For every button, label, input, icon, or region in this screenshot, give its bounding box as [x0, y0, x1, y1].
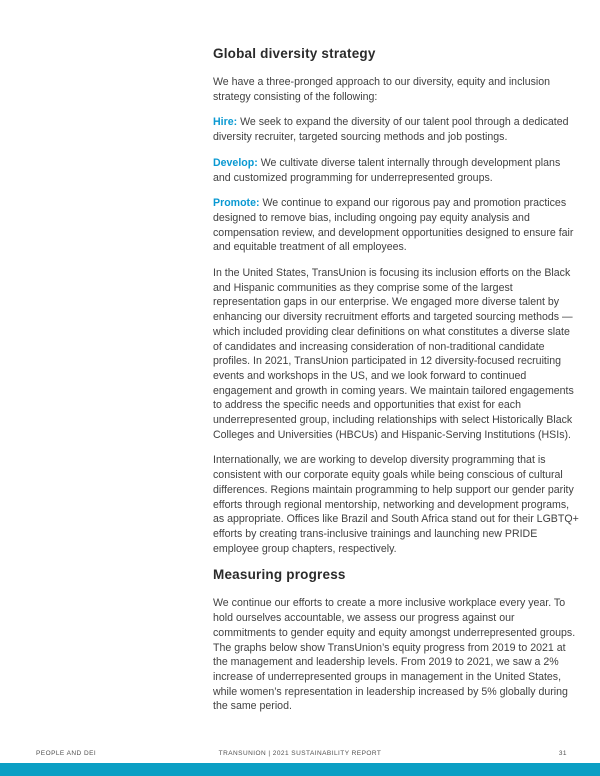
- keyword-develop: Develop:: [213, 156, 258, 169]
- paragraph-hire: [213, 115, 579, 144]
- paragraph-text: In the United States, TransUnion is focusing its inclusion efforts on the Black and Hispanic communities as they comprise some of the largest representation gaps in our enterprise. We engaged more diverse talent by enhancing our diversity recruitment efforts and targeted sourcing methods — which included providing clear definitions on what constitutes a diverse slate of candidates and increasing consideration of non-traditional candidate profiles. In 2021, TransUnion participated in 12 diversity-focused recruiting events and workshops in the US, and we look forward to continued engagement and growth in coming years. We maintain tailored engagements to address the specific needs and opportunities that exist for each underrepresented group, including relationships with select Historically Black Colleges and Universities (HBCUs) and Hispanic-Serving Institutions (HSIs).: [213, 267, 574, 441]
- paragraph-measuring-progress: [213, 596, 579, 714]
- paragraph-text: We have a three-pronged approach to our diversity, equity and inclusion strategy consisting of the following:: [213, 76, 551, 103]
- paragraph-us-inclusion: [213, 266, 579, 442]
- footer-report-label: TRANSUNION | 2021 SUSTAINABILITY REPORT: [218, 750, 382, 757]
- paragraph-text: We continue our efforts to create a more inclusive workplace every year. To hold ourselves accountable, we assess our progress against our commitments to gender equity and equity amongst underrepresented groups. The graphs below show TransUnion’s equity progress from 2019 to 2021 at the management and leadership levels. From 2019 to 2021, we saw a 2% increase of underrepresented groups in management in the United States, while women’s representation in leadership increased by 5% globally during the same period.: [213, 597, 576, 713]
- paragraph-develop: [213, 156, 579, 185]
- paragraph-intro: [213, 75, 579, 104]
- paragraph-international: [213, 453, 579, 556]
- paragraph-text: We cultivate diverse talent internally through development plans and customized programming for underrepresented groups.: [213, 156, 561, 184]
- section-heading-global-diversity-strategy: Global diversity strategy: [213, 46, 376, 61]
- footer-page-number: 31: [558, 750, 567, 757]
- paragraph-promote: [213, 196, 579, 255]
- keyword-promote: Promote:: [213, 197, 260, 210]
- paragraph-text: We continue to expand our rigorous pay and promotion practices designed to remove bias, including ongoing pay equity analysis and compensation review, and development opportunities designed to ensure fair and equitable treatment of all employees.: [213, 197, 574, 254]
- paragraph-text: Internationally, we are working to develop diversity programming that is consistent with our corporate equity goals while being conscious of cultural differences. Regions maintain programming to help support our gender parity efforts through regional mentorship, networking and development programs, as appropriate. Offices like Brazil and South Africa stand out for their LGBTQ+ efforts by creating trans-inclusive trainings and launching new PRIDE employee group chapters, respectively.: [213, 454, 579, 555]
- footer-section-label: PEOPLE AND DEI: [36, 750, 97, 757]
- footer-accent-bar: [0, 763, 600, 776]
- paragraph-text: We seek to expand the diversity of our talent pool through a dedicated diversity recruiter, targeted sourcing methods and job postings.: [213, 116, 569, 144]
- keyword-hire: Hire:: [213, 116, 238, 129]
- page-footer: [0, 748, 600, 760]
- report-page-content: [213, 46, 579, 725]
- section-heading-measuring-progress: Measuring progress: [213, 567, 346, 583]
